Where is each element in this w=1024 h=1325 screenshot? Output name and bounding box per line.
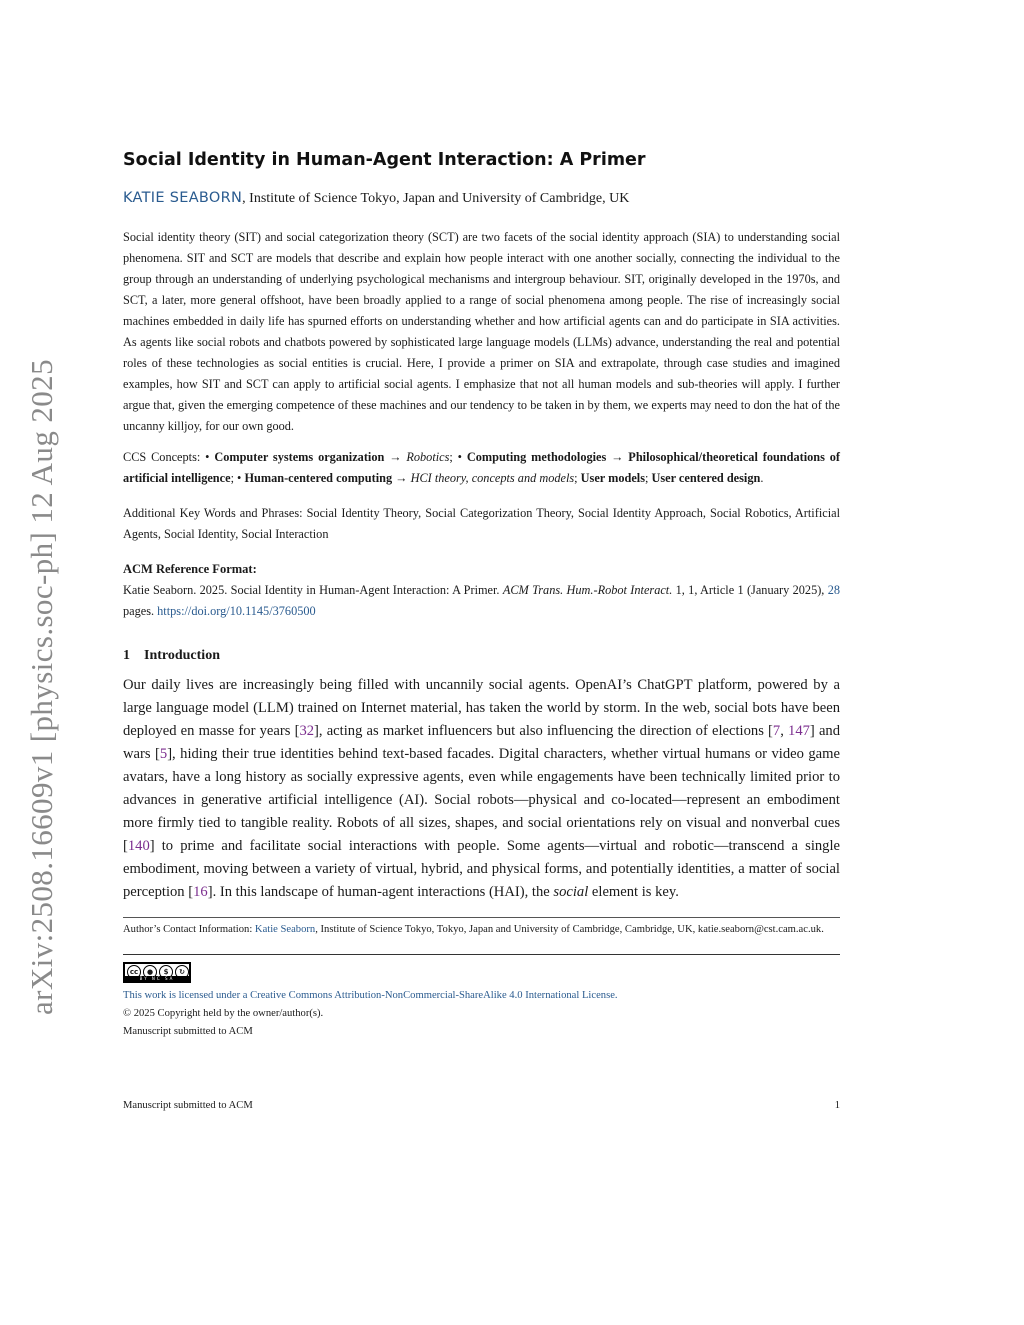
reference-pages-link[interactable]: 28 — [827, 583, 841, 597]
page-number: 1 — [834, 1100, 840, 1111]
by-person-icon: ● — [143, 965, 157, 979]
ccs-sep-4: ; — [644, 471, 652, 485]
reference-format-text — [123, 580, 840, 622]
intro-comma: , — [780, 723, 789, 739]
author-name[interactable]: KATIE SEABORN — [123, 190, 243, 206]
intro-emphasis-social: social — [553, 884, 589, 900]
paper-title: Social Identity in Human-Agent Interaction: A Primer — [123, 150, 646, 170]
citation-7[interactable]: 7 — [772, 723, 781, 739]
ccs-sep-2: ; • — [230, 471, 245, 485]
footer-manuscript-note: Manuscript submitted to ACM — [123, 1100, 253, 1111]
ccs-end: . — [760, 471, 764, 485]
manuscript-note: Manuscript submitted to ACM — [123, 1025, 253, 1037]
citation-147[interactable]: 147 — [788, 723, 810, 739]
abstract: Social identity theory (SIT) and social categorization theory (SCT) are two facets of the social identity approach (SIA) to understanding social phenomena. SIT and SCT are models that describe and explain how people interact with one another socially, connecting the individual to the group through an understanding of underlying psychological mechanisms and intergroup behaviour. SIT, originally developed in the 1970s, and SCT, a later, more general offshoot, have been broadly applied to a range of social phenomena among people. The rise of increasingly social machines embedded in daily life has spurned efforts on understanding whether and how artificial agents can and do participate in SIA activities. As agents like social robots and chatbots powered by sophisticated large language models (LLMs) advance, understanding the real and potential roles of these technologies as social entities is crucial. Here, I provide a primer on SIA and extrapolate, through case studies and imagined examples, how SIT and SCT can apply to artificial social agents. I emphasize that not all human models and sub-theories will apply. I further argue that, given the emerging competence of these machines and our tendency to be taken in by them, we experts may need to don the hat of the uncanny killjoy, for our own good. — [123, 230, 840, 433]
introduction-paragraph — [123, 674, 840, 904]
citation-32[interactable]: 32 — [299, 723, 315, 739]
section-heading — [123, 648, 840, 664]
reference-journal: ACM Trans. Hum.-Robot Interact. — [502, 583, 673, 597]
author-affiliation: , Institute of Science Tokyo, Japan and University of Cambridge, UK — [242, 191, 630, 206]
intro-text-6: ]. In this landscape of human-agent interactions (HAI), the — [207, 884, 554, 900]
ccs-concept-2: Computing methodologies → Philosophical/theoretical foundations of artificial intelligence — [123, 450, 841, 485]
keywords: Additional Key Words and Phrases: Social Identity Theory, Social Categorization Theory, Social Identity Approach, Social Robotics, Artificial Agents, Social Identity, Social Interaction — [123, 506, 840, 541]
arxiv-stamp-text: arXiv:2508.16609v1 [physics.soc-ph] 12 Aug 2025 — [24, 359, 59, 1015]
ccs-concept-4: User models — [580, 471, 645, 485]
citation-140[interactable]: 140 — [127, 838, 150, 854]
license-statement — [123, 987, 840, 1005]
ccs-arrow-3: → — [392, 471, 411, 485]
license-divider — [123, 954, 840, 955]
paper-page — [123, 150, 840, 1041]
reference-text-2: 1, 1, Article 1 (January 2025), — [672, 583, 828, 597]
doi-link[interactable]: https://doi.org/10.1145/3760500 — [157, 604, 316, 618]
footnote-text: , Institute of Science Tokyo, Tokyo, Japan and University of Cambridge, Cambridge, UK, katie.seaborn@cst.cam.ac.uk. — [315, 924, 824, 935]
reference-text-1: Katie Seaborn. 2025. Social Identity in Human-Agent Interaction: A Primer. — [123, 583, 503, 597]
ccs-concepts — [123, 447, 840, 489]
section-number: 1 — [123, 648, 130, 663]
ccs-concept-3-sub: HCI theory, concepts and models — [410, 471, 575, 485]
footnote-label: Author’s Contact Information: — [123, 924, 255, 935]
cc-circle-icon: cc — [127, 965, 141, 979]
section-title: Introduction — [144, 648, 220, 663]
intro-text-5: ] to prime and facilitate social interactions with people. Some agents—virtual and robotic—transcend a single embodiment, moving between a variety of virtual, hybrid, and physical forms, and potentially identities, a matter of social perception [ — [123, 838, 840, 900]
reference-text-3: pages. — [123, 604, 158, 618]
ccs-concept-3: Human-centered computing — [244, 471, 393, 485]
page-footer — [123, 1100, 840, 1111]
footnote-divider — [123, 917, 840, 918]
citation-16[interactable]: 16 — [193, 884, 208, 900]
ccs-concept-1: Computer systems organization — [214, 450, 385, 464]
intro-text-4: ], hiding their true identities behind text-based facades. Digital characters, whether virtual humans or video game avatars, have a long history as socially expressive agents, even while engagements have been technically limited prior to advances in generative artificial intelligence (AI). Social robots—physical and co-located—represent an embodiment more firmly tied to tangible reality. Robots of all sizes, shapes, and social orientations rely on visual and nonverbal cues [ — [123, 746, 840, 854]
ccs-sep-1: ; • — [449, 450, 467, 464]
creative-commons-badge-icon[interactable] — [123, 962, 191, 983]
sharealike-icon: ↻ — [175, 965, 189, 979]
reference-format-heading: ACM Reference Format: — [123, 562, 257, 576]
ccs-concept-5: User centered design — [651, 471, 761, 485]
author-line — [123, 190, 840, 207]
noncommercial-icon: $ — [159, 965, 173, 979]
ccs-arrow-1: → — [384, 450, 407, 464]
badge-strip: BY NC SA — [125, 976, 189, 981]
citation-5[interactable]: 5 — [159, 746, 168, 762]
copyright-line: © 2025 Copyright held by the owner/author(s). — [123, 1007, 324, 1019]
ccs-concept-1-sub: Robotics — [406, 450, 450, 464]
ccs-sep-3: ; — [574, 471, 581, 485]
intro-text-2: ], acting as market influencers but also influencing the direction of elections [ — [314, 723, 773, 739]
ccs-label: CCS Concepts: • — [123, 450, 215, 464]
intro-text-3: ] and wars [ — [123, 723, 841, 762]
intro-text-7: element is key. — [588, 884, 679, 900]
author-contact-footnote — [123, 922, 840, 938]
license-link[interactable]: This work is licensed under a Creative Commons Attribution-NonCommercial-ShareAlike 4.0 International License. — [123, 989, 618, 1001]
footnote-author-link[interactable]: Katie Seaborn — [254, 924, 316, 935]
intro-text-1: Our daily lives are increasingly being filled with uncannily social agents. OpenAI’s ChatGPT platform, powered by a large language model (LLM) trained on Internet material, has taken the world by storm. In the web, social bots have been deployed en masse for years [ — [123, 677, 840, 739]
